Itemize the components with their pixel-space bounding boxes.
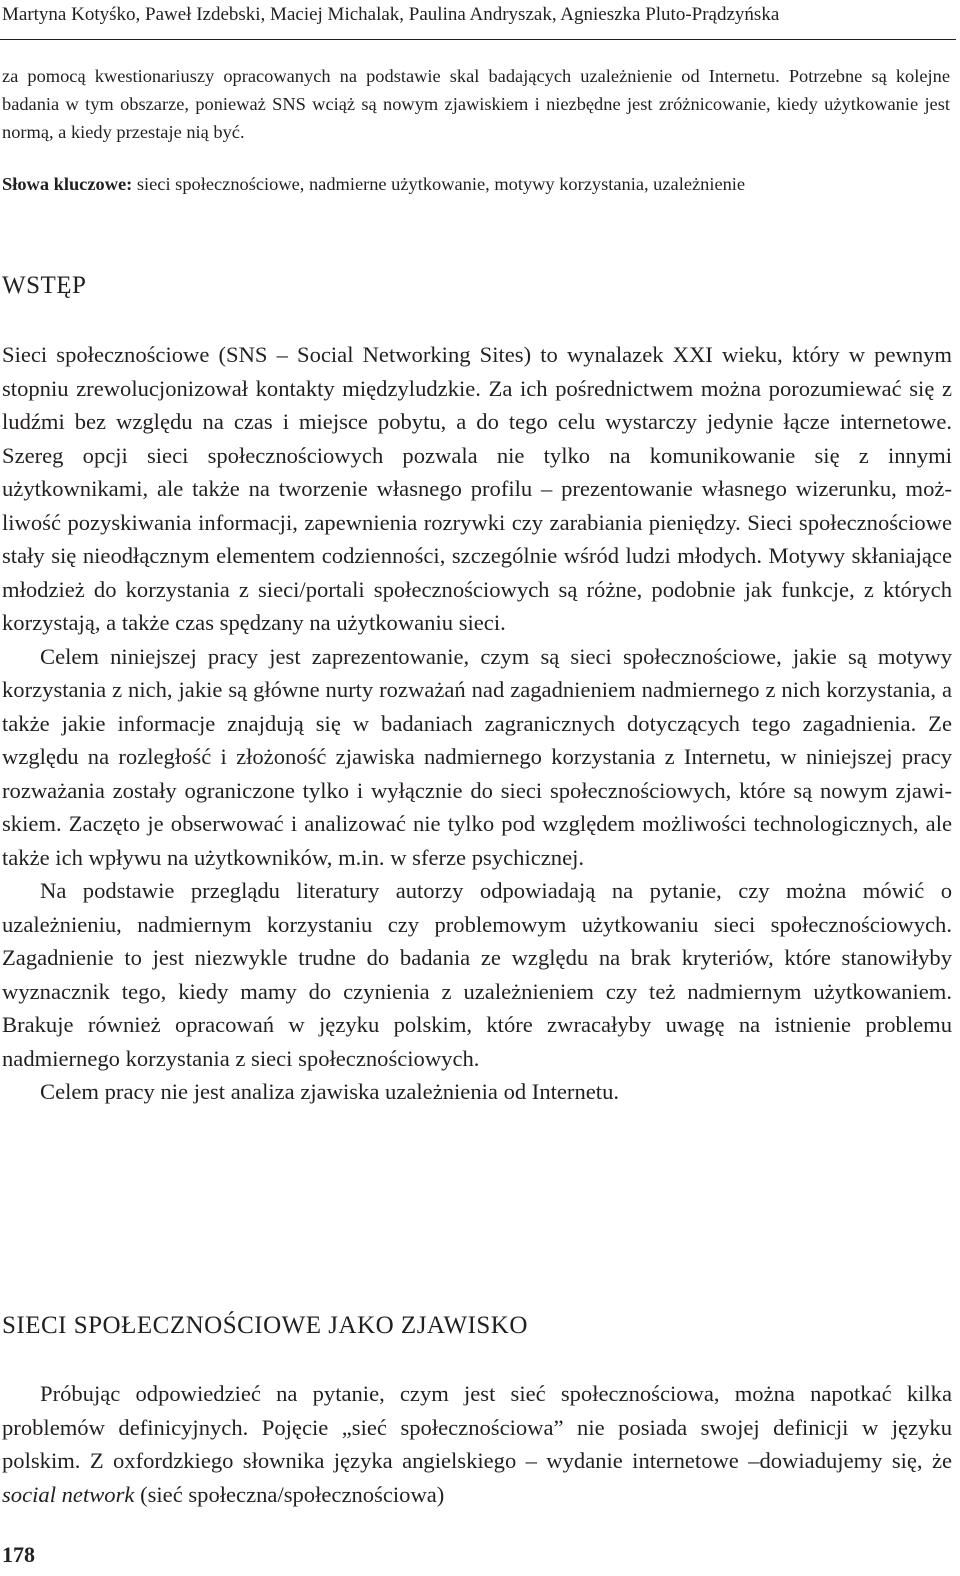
paragraph-5-tail: (sieć społeczna/społecznościowa) [134, 1481, 445, 1507]
abstract-text: za pomocą kwestionariuszy opracowanych na podstawie skal badających uzależnienie od Internetu. Potrzebne są kolejne badania w tym obszarze, ponieważ SNS wciąż są nowym zjawiskiem i niezbędne jest zróżnicowanie, kiedy użytkowanie jest normą, a kiedy przestaje nią być. [2, 66, 950, 142]
running-header: Martyna Kotyśko, Paweł Izdebski, Maciej Michalak, Paulina Andryszak, Agnieszka Pluto-Prądzyńska [2, 4, 780, 25]
header-divider [0, 39, 956, 40]
section-heading-introduction: WSTĘP [2, 272, 87, 299]
paragraph-5 [2, 1377, 952, 1511]
paragraph-3: Na podstawie przeglądu literatury autorzy odpowiadają na pytanie, czy można mówić o uzależnieniu, nadmiernym korzystaniu czy problemowym użytkowaniu sieci społecznościowych. Zagadnienie to jest niezwykle trudne do badania ze względu na brak kryteriów, które stanowiłyby wyznacznik tego, kiedy mamy do czynienia z uzależnieniem czy też nadmiernym użytkowaniem. Brakuje również opracowań w języku polskim, które zwracałyby uwagę na istnienie problemu nadmiernego korzystania z sieci społecznościowych. [2, 878, 952, 1071]
paragraph-5-italic-term: social network [2, 1481, 135, 1507]
section-introduction-body [2, 338, 952, 1109]
section-social-networks-body [2, 1377, 952, 1511]
paragraph-5-text: Próbując odpowiedzieć na pytanie, czym jest sieć społecznościowa, można napotkać kilka problemów definicyjnych. Pojęcie „sieć społecznościowa” nie posiada swojej definicji w języku polskim. Z oxfordzkiego słownika języka angielskiego – wydanie internetowe –dowiadujemy się, że [2, 1381, 952, 1473]
paragraph-2: Celem niniejszej pracy jest zaprezentowanie, czym są sieci społecznościowe, jakie są motywy korzystania z nich, jakie są główne nurty rozważań nad zagadnieniem nadmiernego z nich korzystania, a także jakie informacje znajdują się w badaniach zagranicznych dotyczących tego zagadnienia. Ze względu na rozległość i złożoność zjawiska nadmiernego korzystania z Internetu, w niniejszej pracy rozważania zostały ograniczone tylko i wyłącznie do sieci społecznościowych, które są nowym zjawiskiem. Zaczęto je obserwować i analizować nie tylko pod względem możliwości technologicznych, ale także ich wpływu na użytkowników, m.in. w sferze psychicznej. [2, 643, 952, 870]
keywords-value: sieci społecznościowe, nadmierne użytkowanie, motywy korzystania, uzależnienie [136, 174, 746, 194]
page-number: 178 [2, 1542, 35, 1567]
paragraph-1: Sieci społecznościowe (SNS – Social Networking Sites) to wynalazek XXI wieku, który w pewnym stopniu zrewolucjonizował kontakty międzyludzkie. Za ich pośrednictwem można porozumiewać się z ludźmi bez względu na czas i miejsce pobytu, a do tego celu wystarczy jedynie łącze internetowe. Szereg opcji sieci społecznościowych pozwala nie tylko na komunikowanie się z innymi użytkownikami, ale także na tworzenie własnego profilu – prezentowanie własnego wizerunku, możliwość pozyskiwania informacji, zapewnienia rozrywki czy zarabiania pieniędzy. Sieci społecznościowe stały się nieodłącznym elementem codzienności, szczególnie wśród ludzi młodych. Motywy skłaniające młodzież do korzystania z sieci/portali społecznościowych są różne, podobnie jak funkcje, z których korzystają, a także czas spędzany na użytkowaniu sieci. [2, 342, 952, 635]
keywords-label: Słowa kluczowe: [2, 174, 133, 194]
keywords-line [2, 170, 950, 198]
section-heading-social-networks: SIECI SPOŁECZNOŚCIOWE JAKO ZJAWISKO [2, 1312, 528, 1339]
abstract-continuation [2, 62, 950, 146]
paragraph-4: Celem pracy nie jest analiza zjawiska uzależnienia od Internetu. [40, 1079, 620, 1104]
